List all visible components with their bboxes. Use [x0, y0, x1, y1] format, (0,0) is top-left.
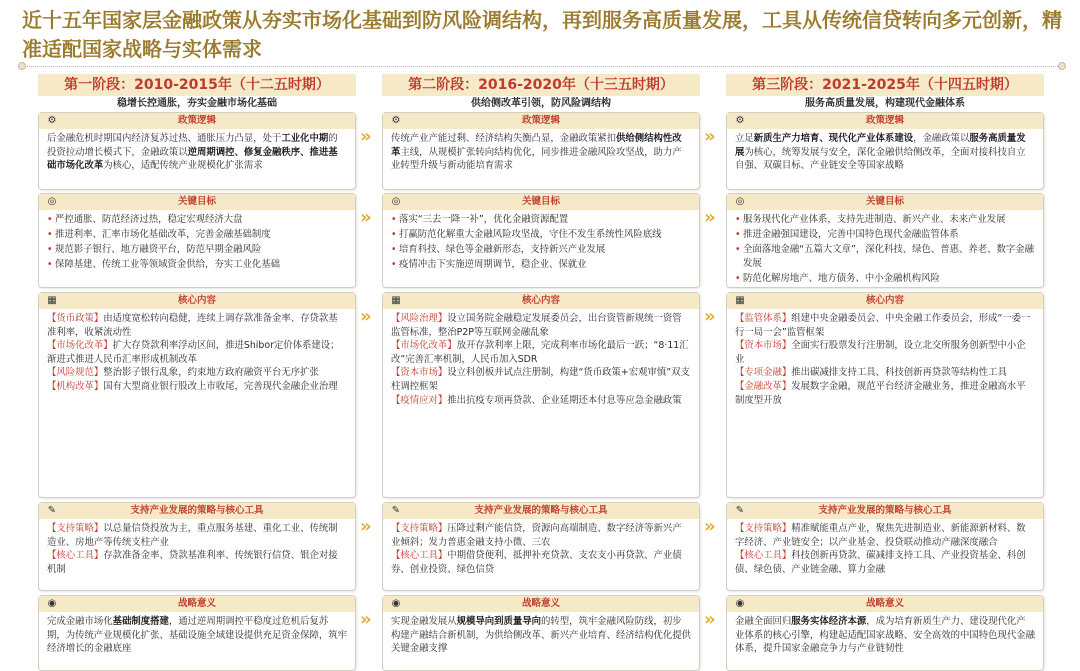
- content-item: [735, 549, 1035, 576]
- content-item: [47, 522, 347, 549]
- card-header: [383, 194, 699, 210]
- card-body: [727, 129, 1043, 175]
- card-header-label: 核心内容: [177, 295, 216, 306]
- item-text: 扩大存贷款利率浮动区间，推进Shibor定价体系建设；渐进式推进人民币汇率形成机制改革: [47, 340, 340, 365]
- paragraph: [391, 132, 691, 173]
- chevron-right-icon: »: [360, 306, 369, 327]
- text-segment: 传统产业产能过剩、经济结构失衡凸显，金融政策紧扣: [391, 133, 617, 144]
- card-body: [383, 519, 699, 578]
- item-tag: 【资本市场】: [391, 367, 448, 379]
- card-body: [39, 519, 355, 578]
- goal-item: • 规范影子银行、地方融资平台，防范早期金融风险: [47, 243, 347, 257]
- card-header: [383, 596, 699, 612]
- card-header-label: 战略意义: [521, 598, 560, 609]
- phase-title: 第三阶段：2021-2025年（十四五时期）: [726, 74, 1044, 96]
- goal-item: • 落实“三去一降一补”，优化金融资源配置: [391, 213, 691, 227]
- item-text: 存款准备金率、贷款基准利率、传统银行信贷、银企对接机制: [47, 550, 338, 575]
- emphasis-text: 服务高质量发展: [735, 133, 1026, 158]
- card-body: [727, 309, 1043, 409]
- card-body: [727, 210, 1043, 289]
- phase-subtitle: 供给侧改革引领，防风险调结构: [471, 98, 611, 109]
- content-item: [391, 339, 691, 366]
- item-text: 设立科创板并试点注册制，构建“货币政策+宏观审慎”双支柱调控框架: [391, 367, 690, 392]
- card-header: [727, 503, 1043, 519]
- item-tag: 【风险规范】: [47, 367, 104, 379]
- item-text: 由适度宽松转向稳健，连续上调存款准备金率、存贷款基准利率，收紧流动性: [47, 313, 338, 338]
- item-tag: 【市场化改革】: [47, 340, 113, 352]
- card-meaning: [38, 595, 356, 671]
- item-text: 设立国务院金融稳定发展委员会，出台资管新规统一资管监管标准，整治P2P等互联网金融乱象: [391, 313, 682, 338]
- text-segment: ，金融政策以: [913, 133, 970, 144]
- emphasis-text: 供给侧结构性改革: [391, 133, 682, 158]
- content-item: [47, 312, 347, 339]
- card-header-label: 核心内容: [521, 295, 560, 306]
- card-header: [39, 194, 355, 210]
- goal-list: [47, 213, 347, 272]
- card-content: [726, 292, 1044, 498]
- item-tag: 【风险治理】: [391, 313, 448, 324]
- card-header: [39, 113, 355, 129]
- divider-dot: [1058, 62, 1066, 70]
- phase-title: 第二阶段：2016-2020年（十三五时期）: [382, 74, 700, 96]
- globe-icon: ◉: [47, 598, 57, 609]
- tools-icon: ✎: [47, 505, 57, 516]
- card-body: [383, 309, 699, 409]
- item-tag: 【支持策略】: [735, 523, 792, 534]
- content-item: [735, 339, 1035, 366]
- card-logic: [382, 112, 700, 190]
- paragraph: [47, 615, 347, 656]
- gear-icon: ⚙: [391, 115, 401, 126]
- card-goals: [382, 193, 700, 288]
- card-header: [727, 596, 1043, 612]
- card-header-label: 核心内容: [865, 295, 904, 306]
- divider-rule: [18, 66, 1066, 67]
- card-body: [727, 612, 1043, 658]
- content-item: [391, 522, 691, 549]
- card-header-label: 政策逻辑: [521, 115, 560, 126]
- page-title: 近十五年国家层金融政策从夯实市场化基础到防风险调结构，再到服务高质量发展，工具从传统信贷转向多元创新，精准适配国家战略与实体需求: [22, 8, 1062, 61]
- phase-column: [726, 74, 1044, 671]
- goal-item: • 严控通胀、防范经济过热，稳定宏观经济大盘: [47, 213, 347, 227]
- phase-column: [38, 74, 356, 671]
- item-text: 国有大型商业银行股改上市收尾，完善现代金融企业治理: [103, 380, 338, 392]
- chevron-right-icon: »: [360, 126, 369, 147]
- card-header: [727, 113, 1043, 129]
- item-text: 推出碳减排支持工具、科技创新再贷款等结构性工具: [791, 367, 1007, 379]
- goal-list: [391, 213, 691, 272]
- card-header: [39, 293, 355, 309]
- goal-item: • 防范化解房地产、地方债务、中小金融机构风险: [735, 272, 1035, 286]
- card-header: [39, 503, 355, 519]
- card-header-label: 关键目标: [521, 196, 560, 207]
- goal-item: • 全面落地金融“五篇大文章”，深化科技、绿色、普惠、养老、数字金融发展: [735, 243, 1035, 270]
- item-tag: 【支持策略】: [47, 523, 104, 534]
- item-text: 推出抗疫专项再贷款、企业延期还本付息等应急金融政策: [447, 394, 682, 406]
- text-segment: ，通过逆周期调控平稳度过危机后复苏期，为传统产业规模化扩张、基础设施全域建设提供充足资金保障，筑牢经济增长的金融底座: [47, 616, 348, 655]
- item-tag: 【核心工具】: [735, 550, 792, 562]
- card-body: [39, 129, 355, 175]
- target-icon: ◎: [47, 196, 57, 207]
- goal-item: • 推进利率、汇率市场化基础改革，完善金融基础制度: [47, 228, 347, 242]
- content-item: [391, 549, 691, 576]
- content-item: [735, 522, 1035, 549]
- globe-icon: ◉: [735, 598, 745, 609]
- content-item: [391, 366, 691, 393]
- grid-icon: ▦: [735, 295, 745, 306]
- content-item: [47, 366, 347, 380]
- text-segment: 的转型，筑牢金融风险防线，初步构建产融结合新机制，为供给侧改革、新兴产业培育、经济结构优化提供关键金融支撑: [391, 616, 692, 655]
- item-text: 中期借贷便利、抵押补充贷款、支农支小再贷款、产业债券、创业投资、绿色信贷: [391, 550, 682, 575]
- gear-icon: ⚙: [47, 115, 57, 126]
- item-tag: 【专项金融】: [735, 367, 792, 379]
- content-item: [47, 339, 347, 366]
- chevron-right-icon: »: [704, 207, 713, 228]
- content-item: [391, 312, 691, 339]
- content-item: [735, 380, 1035, 407]
- item-text: 以总量信贷投放为主，重点服务基建、重化工业、传统制造业、房地产等传统支柱产业: [47, 523, 338, 548]
- chevron-right-icon: »: [704, 516, 713, 537]
- card-header-label: 关键目标: [177, 196, 216, 207]
- card-header: [383, 113, 699, 129]
- paragraph: [735, 132, 1035, 173]
- paragraph: [391, 615, 691, 656]
- card-header: [727, 194, 1043, 210]
- goal-list: [735, 213, 1035, 285]
- card-content: [38, 292, 356, 498]
- chevron-right-icon: »: [704, 306, 713, 327]
- phase-column: [382, 74, 700, 671]
- globe-icon: ◉: [391, 598, 401, 609]
- card-header: [383, 503, 699, 519]
- chevron-right-icon: »: [360, 207, 369, 228]
- text-segment: 为核心，统筹发展与安全，深化金融供给侧改革，全面对接科技自立自强、双碳目标、产业链安全等国家战略: [735, 146, 1026, 172]
- content-item: [47, 380, 347, 394]
- card-header: [727, 293, 1043, 309]
- item-tag: 【金融改革】: [735, 380, 792, 392]
- chevron-right-icon: »: [360, 609, 369, 630]
- card-body: [39, 612, 355, 658]
- card-header-label: 政策逻辑: [177, 115, 216, 126]
- card-meaning: [382, 595, 700, 671]
- card-body: [383, 210, 699, 275]
- goal-item: • 服务现代化产业体系，支持先进制造、新兴产业、未来产业发展: [735, 213, 1035, 227]
- text-segment: 完成金融市场化: [47, 616, 113, 627]
- item-text: 整治影子银行乱象，约束地方政府融资平台无序扩张: [103, 367, 319, 379]
- chevron-right-icon: »: [704, 609, 713, 630]
- item-tag: 【货币政策】: [47, 313, 104, 324]
- phase-title: 第一阶段：2010-2015年（十二五时期）: [38, 74, 356, 96]
- goal-item: • 培育科技、绿色等金融新形态，支持新兴产业发展: [391, 243, 691, 257]
- card-header: [383, 293, 699, 309]
- item-tag: 【资本市场】: [735, 340, 792, 352]
- item-text: 放开存款利率上限，完成利率市场化最后一跃；“8·11汇改”完善汇率机制，人民币加入SDR: [391, 340, 689, 365]
- item-text: 精准赋能重点产业，聚焦先进制造业、新能源新材料、数字经济、产业链安全；以产业基金、投贷联动推动产融深度融合: [735, 523, 1026, 548]
- goal-item: • 保障基建、传统工业等领域资金供给，夯实工业化基础: [47, 258, 347, 272]
- grid-icon: ▦: [391, 295, 401, 306]
- paragraph: [47, 132, 347, 173]
- text-segment: 金融全面回归: [735, 616, 792, 627]
- text-segment: 立足: [735, 133, 754, 144]
- content-item: [735, 366, 1035, 380]
- grid-icon: ▦: [47, 295, 57, 306]
- item-text: 组建中央金融委员会、中央金融工作委员会，形成“一委一行一局一会”监管框架: [735, 313, 1031, 338]
- card-tools: [382, 502, 700, 591]
- target-icon: ◎: [735, 196, 745, 207]
- card-body: [383, 612, 699, 658]
- card-tools: [38, 502, 356, 591]
- gear-icon: ⚙: [735, 115, 745, 126]
- item-tag: 【市场化改革】: [391, 340, 457, 352]
- emphasis-text: 逆周期调控、修复金融秩序、推进基础市场化改革: [47, 146, 338, 172]
- card-header-label: 政策逻辑: [865, 115, 904, 126]
- chevron-right-icon: »: [360, 516, 369, 537]
- text-segment: 为核心，适配传统产业规模化扩张需求: [103, 160, 263, 172]
- card-tools: [726, 502, 1044, 591]
- card-header-label: 支持产业发展的策略与核心工具: [818, 505, 952, 516]
- card-header-label: 支持产业发展的策略与核心工具: [130, 505, 264, 516]
- item-tag: 【核心工具】: [47, 550, 104, 562]
- item-text: 发展数字金融，规范平台经济金融业务，推进金融高水平制度型开放: [735, 380, 1026, 406]
- content-item: [47, 549, 347, 576]
- item-tag: 【核心工具】: [391, 550, 448, 562]
- card-body: [39, 210, 355, 275]
- emphasis-text: 新质生产力培育、现代化产业体系建设: [753, 133, 914, 144]
- text-segment: 实现金融发展从: [391, 616, 457, 627]
- item-tag: 【疫情应对】: [391, 394, 448, 406]
- card-header-label: 战略意义: [865, 598, 904, 609]
- tools-icon: ✎: [735, 505, 745, 516]
- item-text: 科技创新再贷款、碳减排支持工具、产业投资基金、科创债、绿色债、产业链金融、算力金融: [735, 550, 1026, 575]
- card-meaning: [726, 595, 1044, 671]
- card-header-label: 支持产业发展的策略与核心工具: [474, 505, 608, 516]
- emphasis-text: 规模导向到质量导向: [456, 616, 542, 627]
- goal-item: • 疫情冲击下实施逆周期调节，稳企业、保就业: [391, 258, 691, 272]
- target-icon: ◎: [391, 196, 401, 207]
- item-tag: 【机构改革】: [47, 380, 104, 392]
- card-body: [39, 309, 355, 396]
- divider-dot: [18, 62, 26, 70]
- card-goals: [38, 193, 356, 288]
- chevron-right-icon: »: [704, 126, 713, 147]
- item-tag: 【支持策略】: [391, 523, 448, 534]
- item-tag: 【监管体系】: [735, 313, 792, 324]
- text-segment: ，成为培育新质生产力、建设现代化产业体系的核心引擎，构建起适配国家战略、安全高效的中国特色现代金融体系，提升国家金融竞争力与产业链韧性: [735, 616, 1036, 655]
- goal-item: • 打赢防范化解重大金融风险攻坚战，守住不发生系统性风险底线: [391, 228, 691, 242]
- item-text: 压降过剩产能信贷，资源向高端制造、数字经济等新兴产业倾斜；发力普惠金融支持小微、三农: [391, 523, 682, 548]
- card-content: [382, 292, 700, 498]
- text-segment: 主线，从规模扩张转向结构优化，同步推进金融风险攻坚战，助力产业转型升级与新动能培育需求: [391, 146, 682, 172]
- card-header-label: 关键目标: [865, 196, 904, 207]
- phase-subtitle: 服务高质量发展，构建现代金融体系: [805, 98, 965, 109]
- card-logic: [726, 112, 1044, 190]
- card-header-label: 战略意义: [177, 598, 216, 609]
- goal-item: • 推进金融强国建设，完善中国特色现代金融监管体系: [735, 228, 1035, 242]
- card-body: [727, 519, 1043, 578]
- phase-subtitle: 稳增长控通胀，夯实金融市场化基础: [117, 98, 277, 109]
- emphasis-text: 服务实体经济本源: [791, 616, 867, 627]
- content-item: [391, 394, 691, 408]
- content-item: [735, 312, 1035, 339]
- text-segment: 的投资拉动增长模式下，金融政策以: [47, 133, 338, 158]
- emphasis-text: 工业化中期: [281, 133, 329, 144]
- card-logic: [38, 112, 356, 190]
- card-body: [383, 129, 699, 175]
- card-header: [39, 596, 355, 612]
- tools-icon: ✎: [391, 505, 401, 516]
- emphasis-text: 基础制度搭建: [112, 616, 169, 627]
- item-text: 全面实行股票发行注册制，设立北交所服务创新型中小企业: [735, 340, 1026, 365]
- text-segment: 后金融危机时期国内经济复苏过热、通胀压力凸显，处于: [47, 133, 282, 144]
- paragraph: [735, 615, 1035, 656]
- card-goals: [726, 193, 1044, 288]
